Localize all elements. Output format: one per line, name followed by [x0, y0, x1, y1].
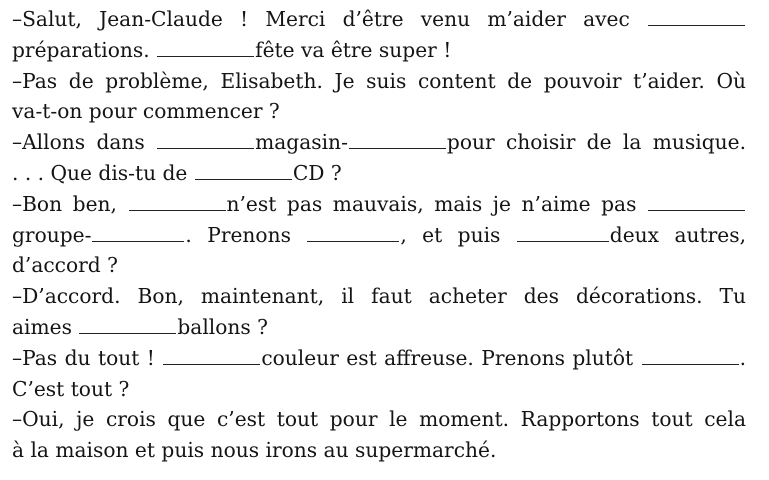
line-13 [12, 374, 746, 405]
text-segment: va-t-on pour commencer ? [12, 99, 280, 124]
text-segment: fête va être super ! [255, 37, 452, 62]
fill-in-blank[interactable] [157, 147, 254, 149]
text-segment: –Allons dans [12, 130, 145, 155]
line-4 [12, 96, 746, 127]
line-10 [12, 281, 746, 312]
text-segment: groupe- [12, 222, 92, 247]
text-segment: d’accord ? [12, 253, 118, 278]
fill-in-blank[interactable] [163, 363, 260, 365]
text-segment: –Pas du tout ! [12, 345, 155, 370]
text-segment: préparations. [12, 37, 150, 62]
fill-in-blank[interactable] [92, 240, 184, 242]
text-segment: n’est pas mauvais, mais je n’aime pas [226, 191, 637, 216]
text-segment: aimes [12, 314, 72, 339]
text-segment: . Prenons [185, 222, 291, 247]
text-segment: C’est tout ? [12, 376, 130, 401]
line-1 [12, 4, 746, 35]
line-3 [12, 66, 746, 97]
text-segment: –Bon ben, [12, 191, 117, 216]
fill-in-blank[interactable] [648, 209, 745, 211]
line-7 [12, 189, 746, 220]
text-segment: –Pas de problème, Elisabeth. Je suis content de pouvoir t’aider. Où [12, 68, 746, 93]
line-9 [12, 250, 746, 281]
line-8 [12, 220, 746, 251]
text-segment: magasin- [255, 130, 348, 155]
line-5 [12, 127, 746, 158]
exercise-text [12, 4, 746, 466]
fill-in-blank[interactable] [195, 178, 292, 180]
text-segment: –D’accord. Bon, maintenant, il faut acheter des décorations. Tu [12, 284, 746, 309]
text-segment: . [739, 345, 747, 370]
fill-in-blank[interactable] [79, 332, 176, 334]
fill-in-blank[interactable] [349, 147, 446, 149]
fill-in-blank[interactable] [307, 240, 399, 242]
text-segment: CD ? [292, 160, 342, 185]
line-6 [12, 158, 746, 189]
text-segment: pour choisir de la musique. [446, 130, 746, 155]
text-segment: ballons ? [177, 314, 269, 339]
text-segment: couleur est affreuse. Prenons plutôt [261, 345, 634, 370]
text-segment: , et puis [400, 222, 501, 247]
line-12 [12, 343, 746, 374]
fill-in-blank[interactable] [648, 24, 745, 26]
fill-in-blank[interactable] [642, 363, 739, 365]
text-segment: à la maison et puis nous irons au supermarché. [12, 438, 497, 463]
line-11 [12, 312, 746, 343]
line-15 [12, 435, 746, 466]
text-segment: deux autres, [609, 222, 746, 247]
fill-in-blank[interactable] [129, 209, 226, 211]
text-segment: –Oui, je crois que c’est tout pour le moment. Rapportons tout cela [12, 407, 746, 432]
line-2 [12, 35, 746, 66]
fill-in-blank[interactable] [517, 240, 609, 242]
line-14 [12, 404, 746, 435]
fill-in-blank[interactable] [157, 55, 254, 57]
text-segment: –Salut, Jean-Claude ! Merci d’être venu m’aider avec [12, 7, 630, 31]
text-segment: . . . Que dis-tu de [12, 160, 188, 185]
